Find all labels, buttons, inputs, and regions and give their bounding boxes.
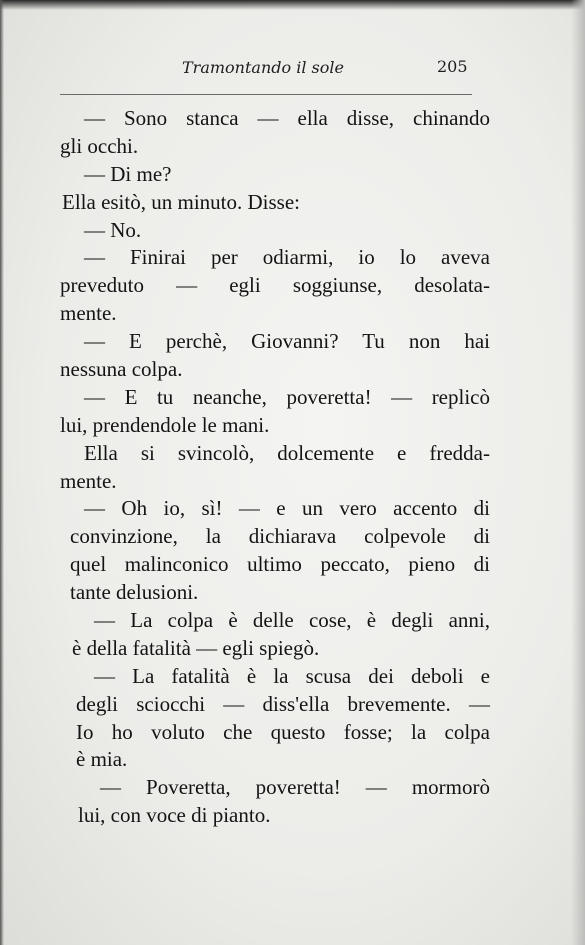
- page-left-edge: [0, 0, 4, 945]
- text-line: gli occhi.: [60, 133, 139, 158]
- text-line: — E tu neanche, poveretta! — replicò: [84, 384, 490, 409]
- text-line: degli sciocchi — diss'ella brevemente. —: [76, 691, 490, 716]
- text-line: lui, con voce di pianto.: [78, 803, 271, 828]
- text-line: è mia.: [76, 747, 128, 772]
- text-line: — E perchè, Giovanni? Tu non hai: [84, 329, 490, 354]
- text-line: convinzione, la dichiarava colpevole di: [70, 524, 490, 549]
- text-line: lui, prendendole le mani.: [60, 412, 270, 437]
- text-line: Io ho voluto che questo fosse; la colpa: [76, 719, 490, 744]
- body-text: [60, 105, 490, 830]
- text-line: mente.: [60, 301, 117, 326]
- page-top-shadow: [0, 0, 585, 10]
- text-line: — Sono stanca — ella disse, chinando: [84, 106, 490, 130]
- running-header-title: Tramontando il sole: [182, 58, 344, 77]
- text-line: — La fatalità è la scusa dei deboli e: [94, 663, 490, 688]
- text-line: Ella si svincolò, dolcemente e fredda-: [84, 440, 490, 465]
- text-line: mente.: [60, 468, 117, 493]
- text-line: nessuna colpa.: [60, 357, 183, 382]
- page-number: 205: [437, 57, 468, 76]
- text-line: — No.: [84, 217, 142, 242]
- header-rule: [60, 94, 472, 95]
- text-line: quel malinconico ultimo peccato, pieno di: [70, 552, 490, 577]
- text-line: — La colpa è delle cose, è degli anni,: [94, 608, 490, 633]
- text-line: è della fatalità — egli spiegò.: [72, 635, 320, 660]
- text-line: — Di me?: [84, 161, 172, 186]
- text-line: preveduto — egli soggiunse, desolata-: [60, 273, 490, 298]
- text-line: — Oh io, sì! — e un vero accento di: [84, 496, 490, 521]
- text-line: tante delusioni.: [70, 580, 199, 605]
- text-line: — Finirai per odiarmi, io lo aveva: [84, 245, 490, 270]
- text-line: Ella esitò, un minuto. Disse:: [62, 189, 300, 214]
- text-line: — Poveretta, poveretta! — mormorò: [100, 775, 490, 800]
- page-right-edge: [571, 0, 585, 945]
